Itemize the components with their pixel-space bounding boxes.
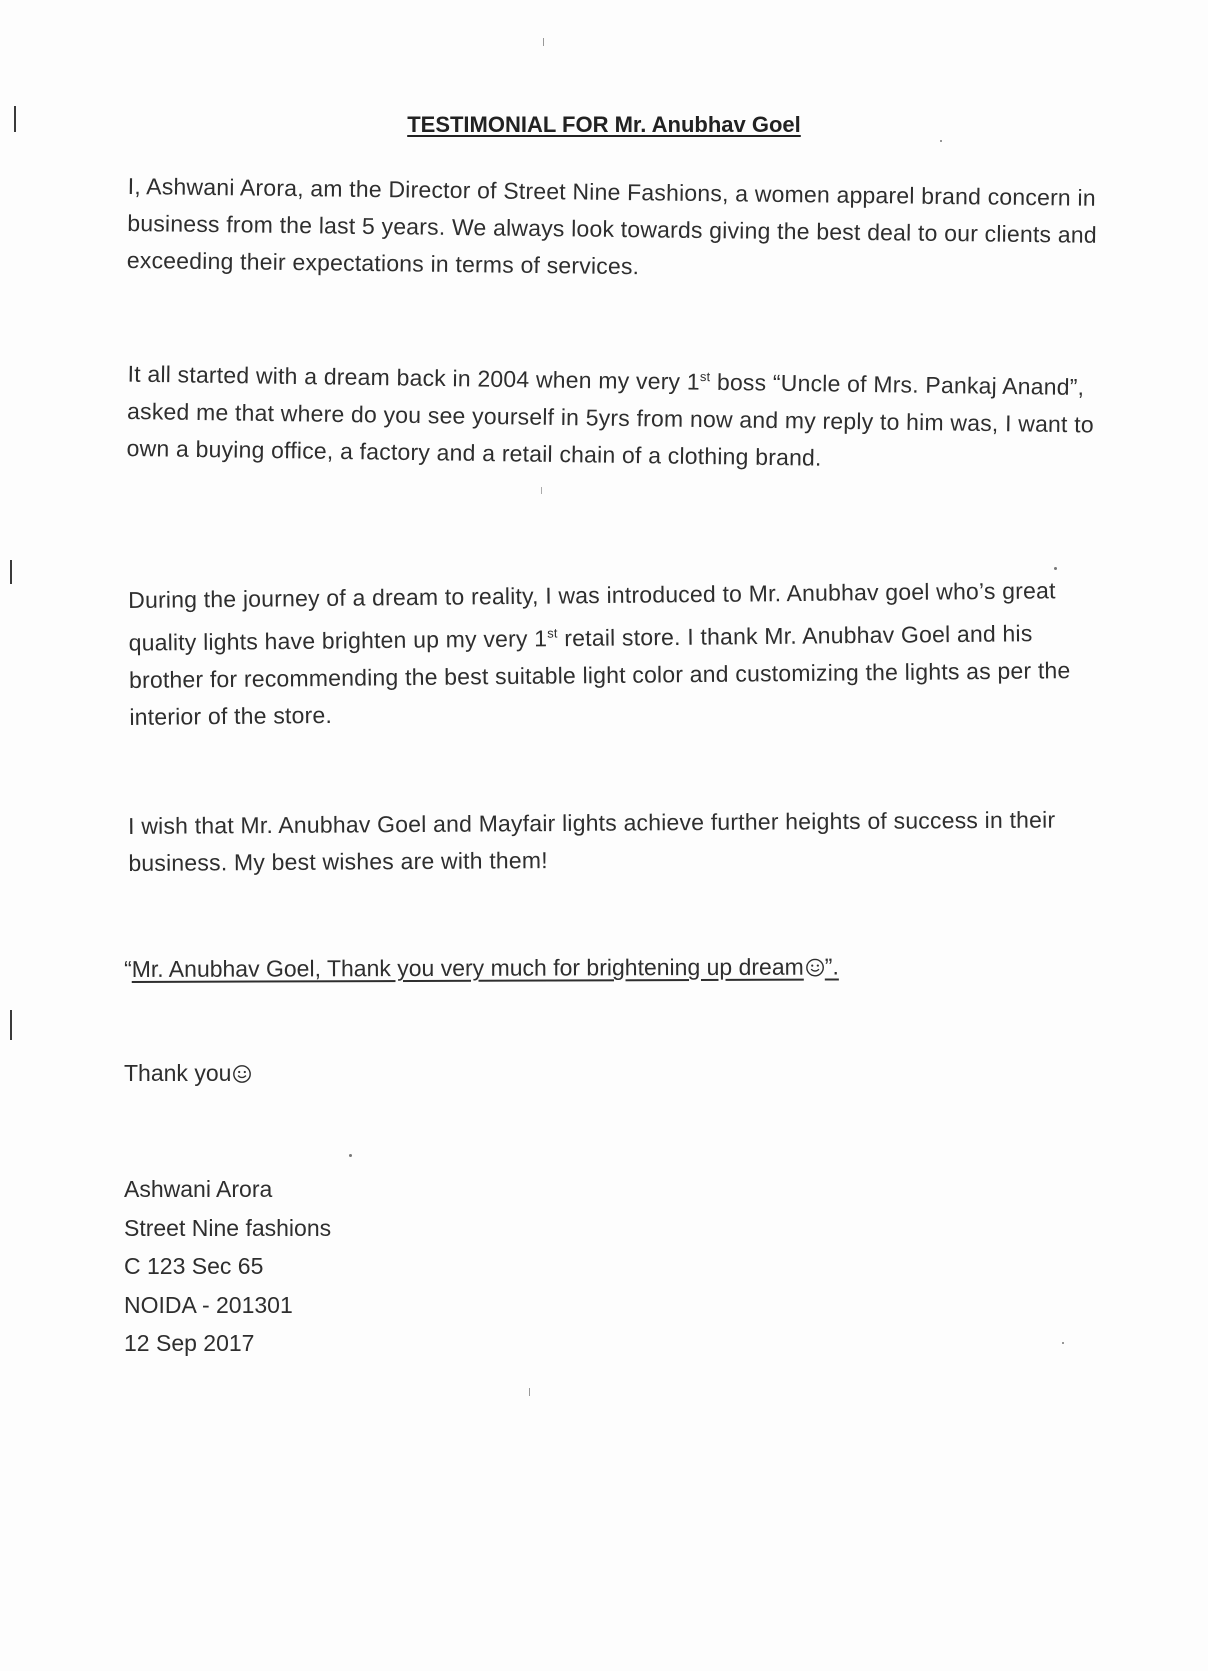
paragraph-dream: It all started with a dream back in 2004 when my very 1st boss “Uncle of Mrs. Pankaj Anand”, asked me that where do you see yourself in 5yrs from now and my reply to him was, I want to own a buying office, a factory and a retail chain of a clothing brand. <box>126 360 1094 471</box>
smiley-icon <box>232 1064 252 1084</box>
quote-open-mark: “ <box>124 955 132 982</box>
thank-you-quote <box>124 954 839 983</box>
signer-company: Street Nine fashions <box>124 1214 332 1241</box>
closing-thanks <box>124 1060 252 1087</box>
scan-speck <box>1054 567 1057 570</box>
scan-speck <box>349 1154 352 1157</box>
signer-address: C 123 Sec 65 <box>124 1253 264 1279</box>
document-title <box>0 112 1208 138</box>
smiley-icon <box>805 958 825 978</box>
quote-close-mark: ”. <box>824 953 839 980</box>
scan-speck <box>541 487 542 494</box>
quote-underlined <box>132 954 839 982</box>
paragraph-wishes: I wish that Mr. Anubhav Goel and Mayfair lights achieve further heights of success in their business. My best wishes are with them! <box>128 806 1056 876</box>
signature-date: 12 Sep 2017 <box>124 1330 255 1356</box>
scan-speck <box>543 38 544 46</box>
paragraph-journey: During the journey of a dream to reality, I was introduced to Mr. Anubhav goel who’s great quality lights have brighten up my very 1st retail store. I thank Mr. Anubhav Goel and his brother for recommending the best suitable light color and customizing the lights as per the interior of the store. <box>128 577 1071 730</box>
quote-text: Mr. Anubhav Goel, Thank you very much for brightening up dream <box>131 953 804 982</box>
scan-speck <box>1062 1342 1064 1344</box>
signature-block <box>124 1170 331 1363</box>
thanks-text: Thank you <box>124 1060 232 1086</box>
scan-edge-mark <box>10 560 12 584</box>
document-title-text: TESTIMONIAL FOR Mr. Anubhav Goel <box>407 112 801 137</box>
scan-speck <box>940 140 942 142</box>
scan-edge-mark <box>10 1010 12 1040</box>
signer-city: NOIDA - 201301 <box>124 1291 293 1318</box>
scan-speck <box>529 1388 530 1396</box>
signer-name: Ashwani Arora <box>124 1176 273 1202</box>
paragraph-introduction: I, Ashwani Arora, am the Director of Street Nine Fashions, a women apparel brand concern in business from the last 5 years. We always look towards giving the best deal to our clients and exceeding their expectations in terms of services. <box>126 172 1097 280</box>
